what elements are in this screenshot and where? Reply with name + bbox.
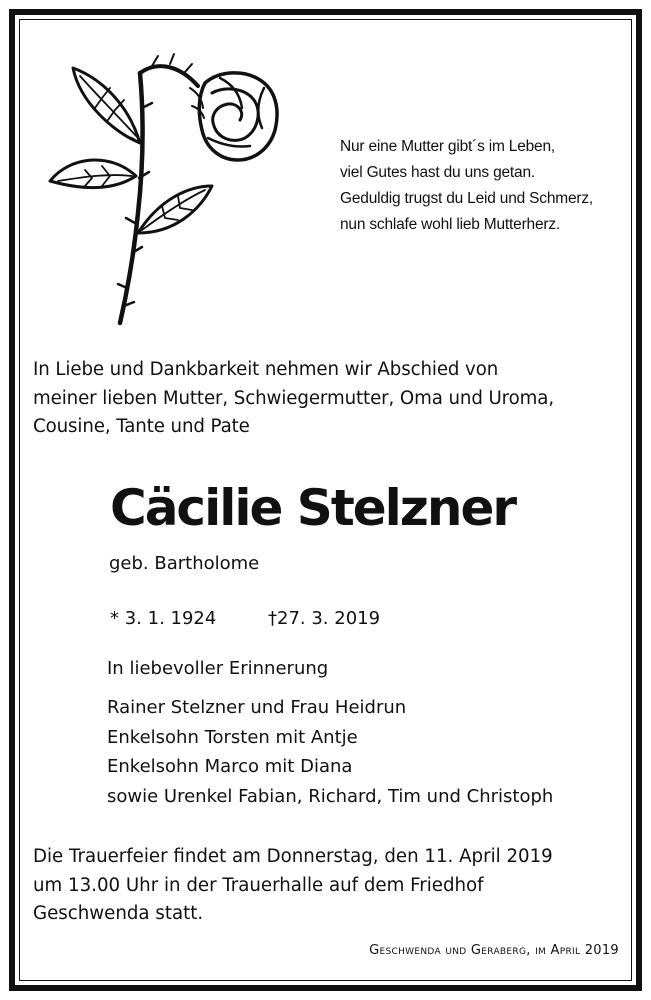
intro-text xyxy=(33,356,623,442)
maiden-name: geb. Bartholome xyxy=(109,553,260,574)
poem-line: viel Gutes hast du uns getan. xyxy=(340,164,535,181)
deceased-name: Cäcilie Stelzner xyxy=(110,479,516,537)
poem-line: Geduldig trugst du Leid und Schmerz, xyxy=(340,190,594,207)
place-and-date: Geschwenda und Geraberg, im April 2019 xyxy=(369,943,619,958)
funeral-line: Die Trauerfeier findet am Donnerstag, den 11. April 2019 xyxy=(33,846,553,867)
funeral-line: Geschwenda statt. xyxy=(33,903,204,924)
family-member: Enkelsohn Marco mit Diana xyxy=(107,756,353,777)
intro-line: In Liebe und Dankbarkeit nehmen wir Abschied von xyxy=(33,359,499,380)
poem-line: Nur eine Mutter gibt´s im Leben, xyxy=(340,138,556,155)
memory-heading: In liebevoller Erinnerung xyxy=(107,658,329,679)
family-member: sowie Urenkel Fabian, Richard, Tim und Christoph xyxy=(107,785,554,807)
birth-date: * 3. 1. 1924 xyxy=(110,608,217,629)
funeral-line: um 13.00 Uhr in der Trauerhalle auf dem Friedhof xyxy=(33,874,484,896)
rose-icon xyxy=(40,48,280,338)
intro-line: meiner lieben Mutter, Schwiegermutter, Oma und Uroma, xyxy=(33,387,555,409)
death-date: †27. 3. 2019 xyxy=(268,608,381,629)
family-member: Rainer Stelzner und Frau Heidrun xyxy=(107,697,407,718)
funeral-notice xyxy=(33,843,553,929)
poem-line: nun schlafe wohl lieb Mutterherz. xyxy=(340,216,560,233)
intro-line: Cousine, Tante und Pate xyxy=(33,416,250,437)
family-list xyxy=(107,693,553,811)
poem xyxy=(340,134,610,238)
family-member: Enkelsohn Torsten mit Antje xyxy=(107,726,358,748)
